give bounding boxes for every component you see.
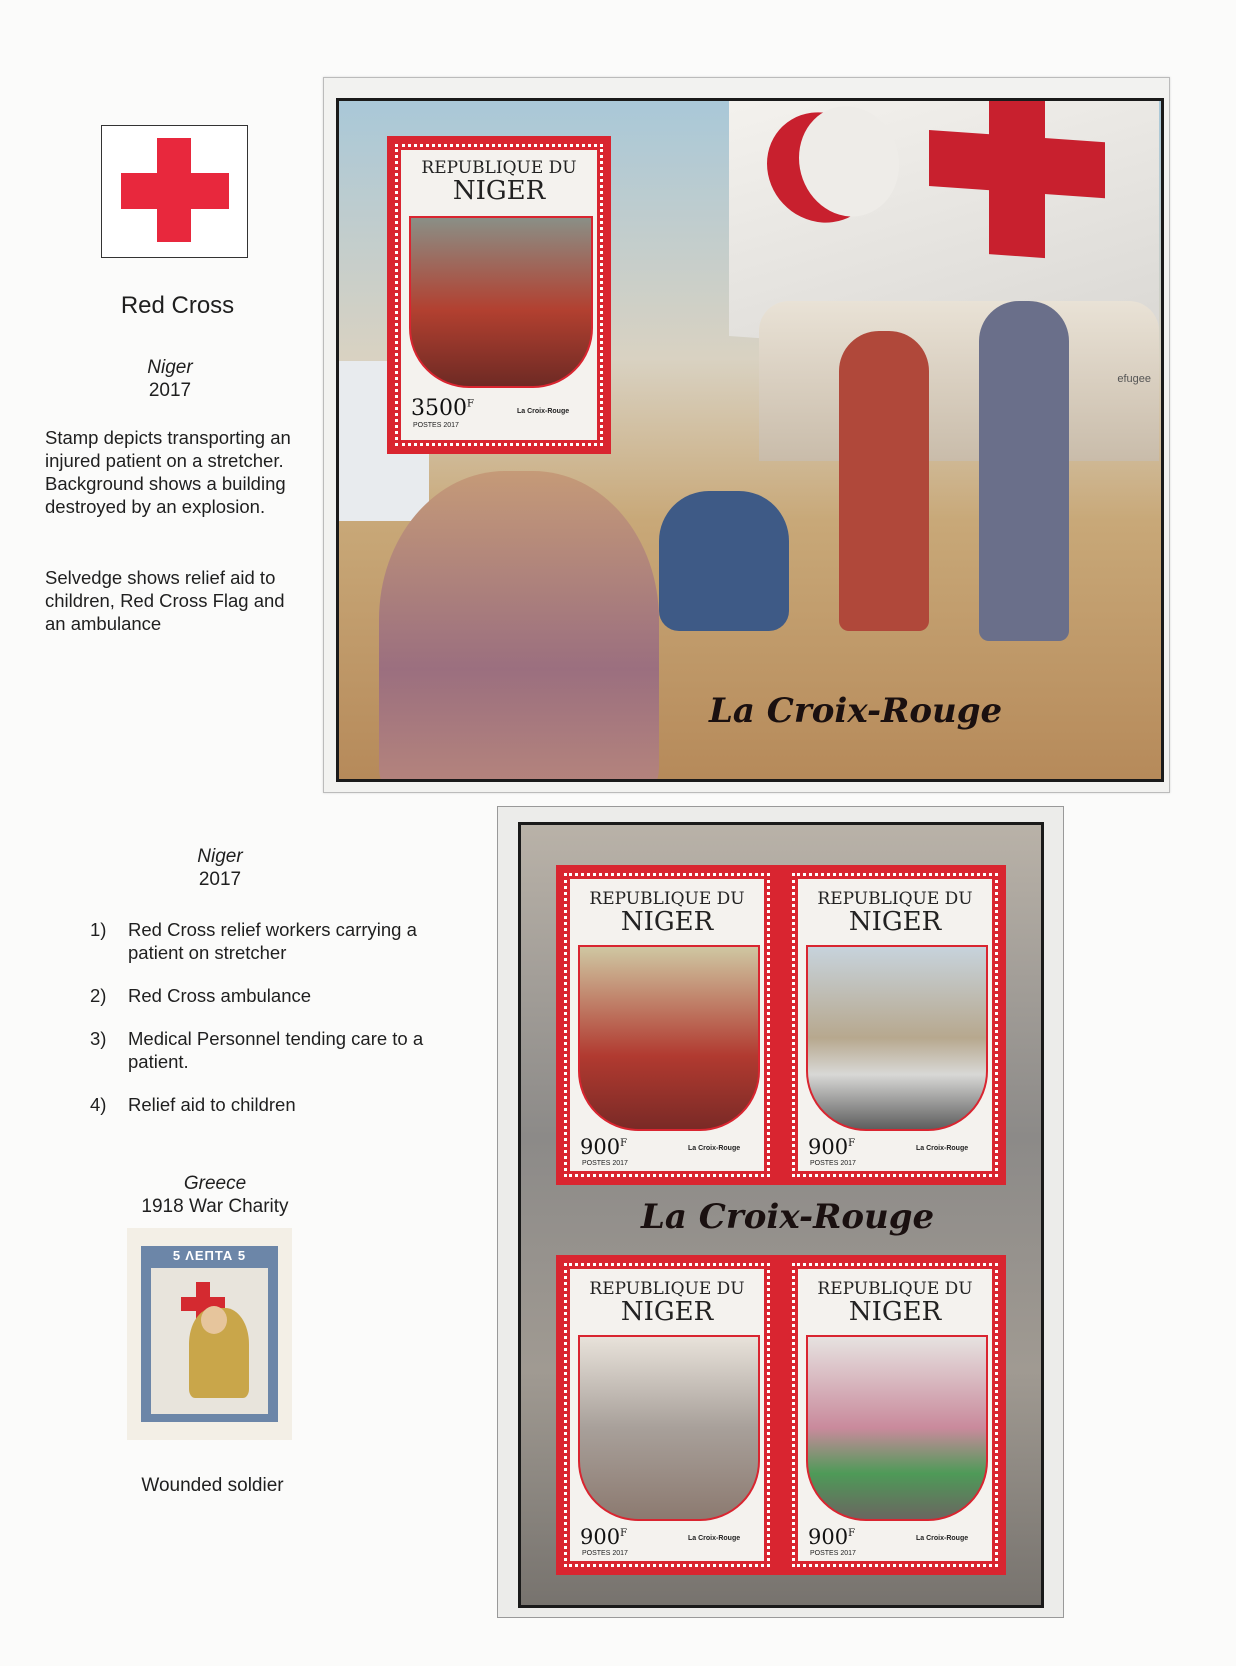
greece-subtitle: 1918 War Charity — [141, 1196, 289, 1217]
children-hugging — [379, 471, 659, 782]
stamp-value — [411, 396, 474, 421]
list-number: 2) — [90, 985, 107, 1006]
sheetlet-year: 2017 — [198, 869, 242, 890]
sheet-country: Niger — [147, 357, 193, 378]
man-figure — [659, 491, 789, 631]
tent-text: efugee — [1117, 373, 1151, 385]
stamp-label: La Croix-Rouge — [916, 1145, 969, 1152]
stamp-900f-1 — [556, 865, 778, 1185]
sheet-heading — [100, 356, 240, 402]
postes-label: POSTES 2017 — [582, 1160, 628, 1167]
stamp-900f-3 — [556, 1255, 778, 1575]
list-item — [90, 984, 450, 1007]
currency: F — [467, 398, 474, 410]
sheet-description: Stamp depicts transporting an injured patient on a stretcher. Background shows a building destroyed by an explosion. — [45, 427, 291, 517]
value-number: 3500 — [411, 396, 467, 421]
stamp-label: La Croix-Rouge — [688, 1145, 741, 1152]
list-number: 4) — [90, 1094, 107, 1115]
stamp-header-line1: REPUBLIQUE DU — [817, 1279, 973, 1299]
stamp-header-line1: REPUBLIQUE DU — [817, 889, 973, 909]
list-item — [90, 1093, 450, 1116]
sheetlet — [497, 806, 1064, 1618]
greece-stamp-image — [151, 1268, 268, 1414]
stamp-value — [808, 1135, 855, 1159]
stamp-image-medical-care — [578, 1335, 760, 1521]
postes-label: POSTES 2017 — [810, 1160, 856, 1167]
stamp-header-line2: NIGER — [620, 907, 714, 937]
sheetlet-selvedge — [518, 822, 1044, 1608]
stamp-header-line1: REPUBLIQUE DU — [421, 158, 577, 178]
sheetlet-country: Niger — [197, 846, 243, 867]
stamp-value — [580, 1135, 627, 1159]
greece-stamp — [127, 1228, 292, 1440]
child-figure — [979, 301, 1069, 641]
stamp-label: La Croix-Rouge — [517, 408, 570, 415]
stamp-900f-4 — [784, 1255, 1006, 1575]
child-figure — [839, 331, 929, 631]
souvenir-sheet — [323, 77, 1170, 793]
stamp-face — [798, 879, 992, 1171]
value-number: 900 — [580, 1525, 621, 1549]
stamp-header-line1: REPUBLIQUE DU — [589, 1279, 745, 1299]
stamp-header-line2: NIGER — [620, 1297, 714, 1327]
sheet-year: 2017 — [148, 380, 192, 401]
postes-label: POSTES 2017 — [810, 1550, 856, 1557]
greece-stamp-frame — [141, 1246, 278, 1422]
currency: F — [620, 1138, 628, 1149]
list-item — [90, 918, 450, 964]
stamp-header-line1: REPUBLIQUE DU — [589, 889, 745, 909]
page-title: Red Cross — [120, 292, 235, 319]
greece-country: Greece — [183, 1173, 247, 1194]
stamp-label: La Croix-Rouge — [916, 1535, 969, 1542]
stamp-label: La Croix-Rouge — [688, 1535, 741, 1542]
stamp-list — [90, 918, 450, 1136]
greece-stamp-value: 5 ΛΕΠΤΑ 5 — [172, 1248, 247, 1263]
stamp-face — [401, 150, 597, 440]
stamp-header-line2: NIGER — [848, 907, 942, 937]
greece-caption: Wounded soldier — [141, 1475, 284, 1496]
sheetlet-caption: La Croix-Rouge — [641, 1197, 935, 1237]
stamp-value — [808, 1525, 855, 1549]
stamp-image-ambulance — [806, 945, 988, 1131]
stamp-header-line2: NIGER — [452, 176, 546, 206]
value-number: 900 — [808, 1135, 849, 1159]
stamp-header-line2: NIGER — [848, 1297, 942, 1327]
postes-label: POSTES 2017 — [413, 422, 459, 429]
list-number: 3) — [90, 1028, 107, 1049]
list-text: Red Cross relief workers carrying a patient on stretcher — [128, 919, 417, 963]
selvedge-caption: La Croix-Rouge — [709, 691, 1003, 731]
currency: F — [848, 1528, 856, 1539]
postes-label: POSTES 2017 — [582, 1550, 628, 1557]
value-number: 900 — [808, 1525, 849, 1549]
stamp-face — [570, 1269, 764, 1561]
stamp-face — [798, 1269, 992, 1561]
souvenir-sheet-selvedge — [336, 98, 1164, 782]
stamp-image-relief-children — [806, 1335, 988, 1521]
greece-heading — [130, 1172, 300, 1218]
stamp-3500f — [387, 136, 611, 454]
list-text: Medical Personnel tending care to a patient. — [128, 1028, 424, 1072]
relief-tent — [759, 301, 1159, 461]
stamp-image-stretcher — [409, 216, 593, 388]
list-item — [90, 1027, 450, 1073]
stamp-face — [570, 879, 764, 1171]
stamp-value — [580, 1525, 627, 1549]
list-text: Red Cross ambulance — [128, 985, 312, 1006]
sheetlet-heading — [150, 845, 290, 891]
currency: F — [848, 1138, 856, 1149]
red-cross-emblem — [101, 125, 248, 258]
value-number: 900 — [580, 1135, 621, 1159]
flag-cross-bar — [929, 130, 1105, 198]
red-cross-icon-bar — [121, 173, 229, 209]
list-text: Relief aid to children — [128, 1094, 296, 1115]
soldier-head — [201, 1306, 227, 1334]
stamp-900f-2 — [784, 865, 1006, 1185]
selvedge-description: Selvedge shows relief aid to children, Red Cross Flag and an ambulance — [45, 567, 285, 634]
list-number: 1) — [90, 919, 107, 940]
stamp-image-relief-workers — [578, 945, 760, 1131]
currency: F — [620, 1528, 628, 1539]
